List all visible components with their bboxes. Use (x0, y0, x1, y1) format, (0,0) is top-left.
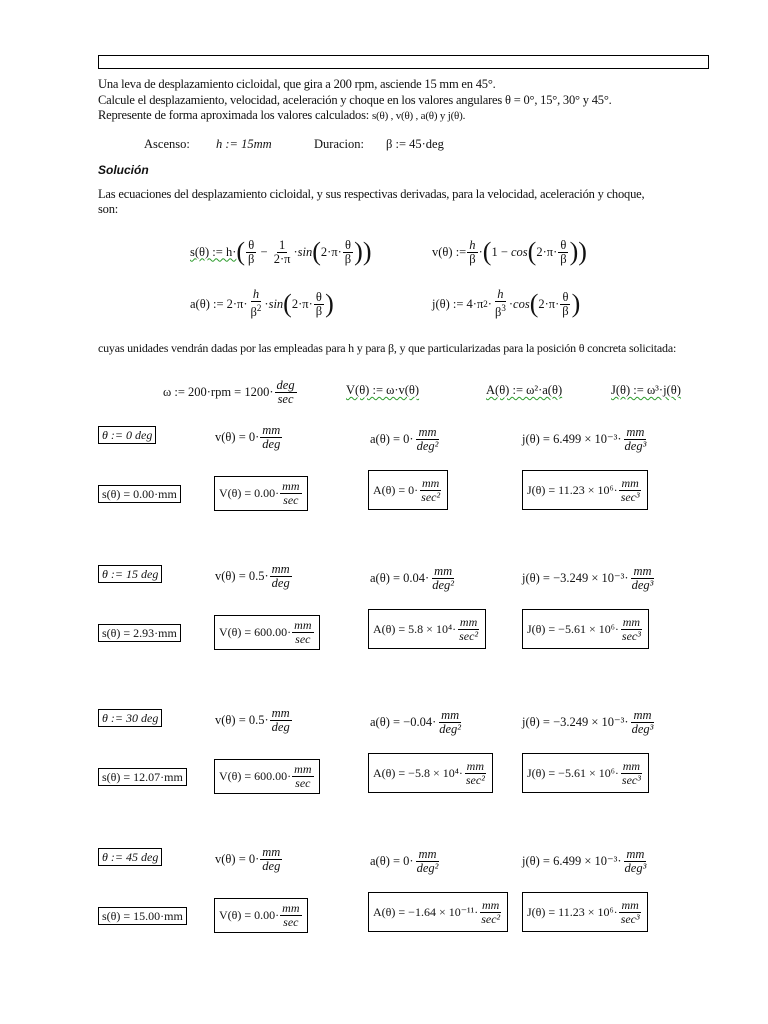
s-result-1: s(θ) = 2.93·mm (98, 624, 181, 642)
eq-jerk: j(θ) := 4·π 2 · $\frac{h}{\beta^3}$ ·cos ( 2·π· $\frac{\theta}{\beta}$ ) (432, 287, 581, 320)
eq-acceleration: a(θ) := 2·π· $\frac{h}{\beta^2}$ ·sin ( 2·π· $\frac{\theta}{\beta}$ ) (190, 287, 334, 320)
j-result-2: j(θ) = −3.249 × 10⁻³· $\frac{mm}{\text{deg³}}$ (522, 707, 654, 736)
title-box (98, 55, 709, 69)
eq-a-lhs: a(θ) := 2·π· (190, 296, 248, 311)
a-result-0: a(θ) = 0· $\frac{mm}{\text{deg²}}$ (370, 424, 439, 453)
eq-A-def: A(θ) := ω²·a(θ) (486, 383, 563, 397)
j-result-1: j(θ) = −3.249 × 10⁻³· $\frac{mm}{\text{deg³}}$ (522, 563, 654, 592)
s-result-2: s(θ) = 12.07·mm (98, 768, 187, 786)
theta-input-0[interactable]: θ := 0 deg (98, 426, 156, 444)
a-result-3: a(θ) = 0· $\frac{mm}{\text{deg²}}$ (370, 846, 439, 875)
theta-input-2[interactable]: θ := 30 deg (98, 709, 162, 727)
V-result-1: V(θ) = 600.00· $\frac{mm}{\sec}$ (214, 615, 320, 650)
problem-line-1: Una leva de desplazamiento cicloidal, que gira a 200 rpm, asciende 15 mm en 45°. (98, 77, 496, 91)
v-result-1: v(θ) = 0.5· $\frac{mm}{\text{deg}}$ (215, 561, 290, 590)
J-result-0: J(θ) = 11.23 × 10⁶· $\frac{mm}{\text{sec³}}$ (522, 470, 648, 510)
A-result-3: A(θ) = −1.64 × 10⁻¹¹· $\frac{mm}{\text{sec²}}$ (368, 892, 508, 932)
problem-line-3-funcs: s(θ) , v(θ) , a(θ) y j(θ). (371, 110, 466, 122)
ascenso-label: Ascenso: (144, 137, 190, 151)
solution-intro-1: Las ecuaciones del desplazamiento cicloidal, y sus respectivas derivadas, para la velocidad, aceleración y choque, (98, 187, 645, 201)
eq-s-lhs: s(θ) := h· (190, 244, 237, 259)
a-result-2: a(θ) = −0.04· $\frac{mm}{\text{deg²}}$ (370, 707, 462, 736)
theta-input-1[interactable]: θ := 15 deg (98, 565, 162, 583)
eq-j-lhs: j(θ) := 4·π (432, 296, 484, 311)
s-result-0: s(θ) = 0.00·mm (98, 485, 181, 503)
j-result-0: j(θ) = 6.499 × 10⁻³· $\frac{mm}{\text{deg³}}$ (522, 424, 647, 453)
problem-line-2: Calcule el desplazamiento, velocidad, aceleración y choque en los valores angulares θ = 0°, 15°, 30° y 45°. (98, 93, 612, 107)
v-result-2: v(θ) = 0.5· $\frac{mm}{\text{deg}}$ (215, 705, 290, 734)
problem-line-3-text: Represente de forma aproximada los valores calculados: (98, 108, 372, 122)
j-result-3: j(θ) = 6.499 × 10⁻³· $\frac{mm}{\text{deg³}}$ (522, 846, 647, 875)
A-result-1: A(θ) = 5.8 × 10⁴· $\frac{mm}{\text{sec²}}$ (368, 609, 486, 649)
eq-V-def: V(θ) := ω·v(θ) (346, 383, 420, 397)
ascenso-expr: h := 15mm (216, 137, 272, 151)
units-note: cuyas unidades vendrán dadas por las empleadas para h y para β, y que particularizadas para la posición θ concreta solicitada: (98, 341, 677, 355)
J-result-3: J(θ) = 11.23 × 10⁶· $\frac{mm}{\text{sec³}}$ (522, 892, 648, 932)
duracion-expr: β := 45·deg (386, 137, 444, 151)
J-result-2: J(θ) = −5.61 × 10⁶· $\frac{mm}{\text{sec³}}$ (522, 753, 649, 793)
theta-input-3[interactable]: θ := 45 deg (98, 848, 162, 866)
s-result-3: s(θ) = 15.00·mm (98, 907, 187, 925)
eq-velocity: v(θ) := $\frac{h}{\beta}$ · ( 1 − cos ( 2·π· $\frac{\theta}{\beta}$ ) ) (432, 237, 587, 266)
J-result-1: J(θ) = −5.61 × 10⁶· $\frac{mm}{\text{sec³}}$ (522, 609, 649, 649)
a-result-1: a(θ) = 0.04· $\frac{mm}{\text{deg²}}$ (370, 563, 454, 592)
V-result-0: V(θ) = 0.00· $\frac{mm}{\sec}$ (214, 476, 308, 511)
solution-heading: Solución (98, 163, 149, 177)
V-result-2: V(θ) = 600.00· $\frac{mm}{\sec}$ (214, 759, 320, 794)
eq-v-lhs: v(θ) := (432, 244, 467, 259)
eq-omega-text: ω := 200·rpm = 1200· (163, 384, 274, 399)
problem-line-3 (98, 107, 465, 124)
A-result-0: A(θ) = 0· $\frac{mm}{\text{sec²}}$ (368, 470, 448, 510)
duracion-label: Duracion: (314, 137, 364, 151)
solution-intro-2: son: (98, 202, 119, 216)
v-result-0: v(θ) = 0· $\frac{mm}{\text{deg}}$ (215, 422, 281, 451)
eq-omega: ω := 200·rpm = 1200· $\frac{\text{deg}}{\sec}$ (163, 377, 295, 406)
eq-displacement: s(θ) := h· ( $\frac{\theta}{\beta}$ − $\frac{1}{2\cdot\pi}$ ·sin ( 2·π· $\frac{\theta}{\beta}$ ) ) (190, 237, 372, 266)
V-result-3: V(θ) = 0.00· $\frac{mm}{\sec}$ (214, 898, 308, 933)
eq-J-def: J(θ) := ω³·j(θ) (611, 383, 681, 397)
v-result-3: v(θ) = 0· $\frac{mm}{\text{deg}}$ (215, 844, 281, 873)
A-result-2: A(θ) = −5.8 × 10⁴· $\frac{mm}{\text{sec²}}$ (368, 753, 493, 793)
